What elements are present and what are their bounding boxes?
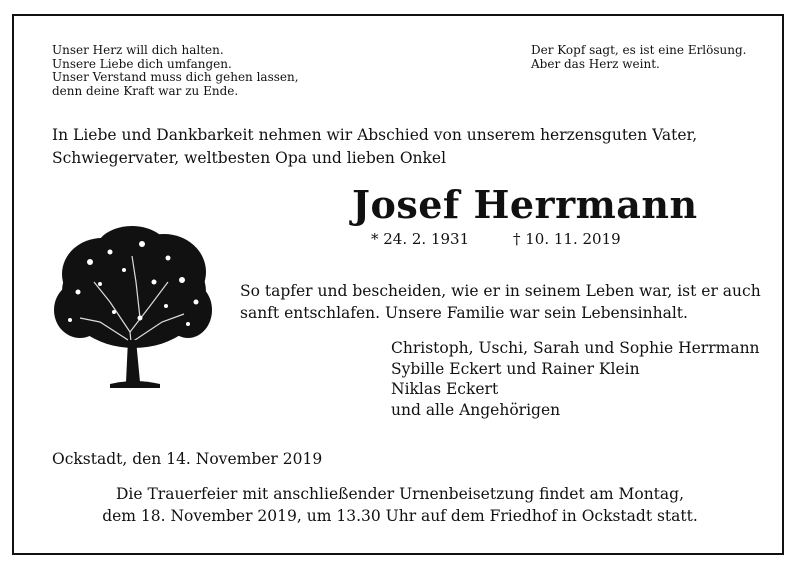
poem-right-line: Aber das Herz weint. — [531, 56, 660, 71]
tribute-line: sanft entschlafen. Unsere Familie war sein Lebensinhalt. — [240, 304, 688, 322]
place-date: Ockstadt, den 14. November 2019 — [52, 450, 323, 468]
service-notice — [0, 483, 800, 527]
service-line: dem 18. November 2019, um 13.30 Uhr auf dem Friedhof in Ockstadt statt. — [102, 507, 698, 525]
poem-left-line: Unser Herz will dich halten. — [52, 43, 224, 57]
death-date: † 10. 11. 2019 — [513, 230, 621, 248]
tree-icon — [50, 222, 215, 392]
birth-date: * 24. 2. 1931 — [371, 230, 470, 248]
intro-text — [52, 124, 697, 170]
tribute-line: So tapfer und bescheiden, wie er in seinem Leben war, ist er auch — [240, 282, 761, 300]
poem-left-line: Unsere Liebe dich umfangen. — [52, 56, 232, 71]
poem-left — [52, 44, 299, 98]
family-list — [391, 338, 760, 420]
poem-right — [531, 44, 746, 71]
intro-line: Schwiegervater, weltbesten Opa und lieben Onkel — [52, 149, 447, 167]
poem-left-line: denn deine Kraft war zu Ende. — [52, 83, 239, 98]
deceased-name: Josef Herrmann — [352, 182, 698, 227]
poem-left-line: Unser Verstand muss dich gehen lassen, — [52, 70, 299, 84]
poem-right-line: Der Kopf sagt, es ist eine Erlösung. — [531, 43, 747, 57]
family-line: Niklas Eckert — [391, 380, 499, 398]
tribute-text — [240, 280, 761, 324]
family-line: Christoph, Uschi, Sarah und Sophie Herrmann — [391, 339, 760, 357]
intro-line: In Liebe und Dankbarkeit nehmen wir Abschied von unserem herzensguten Vater, — [52, 126, 698, 144]
family-line: Sybille Eckert und Rainer Klein — [391, 359, 640, 378]
family-line: und alle Angehörigen — [391, 400, 561, 419]
service-line: Die Trauerfeier mit anschließender Urnenbeisetzung findet am Montag, — [115, 485, 685, 503]
